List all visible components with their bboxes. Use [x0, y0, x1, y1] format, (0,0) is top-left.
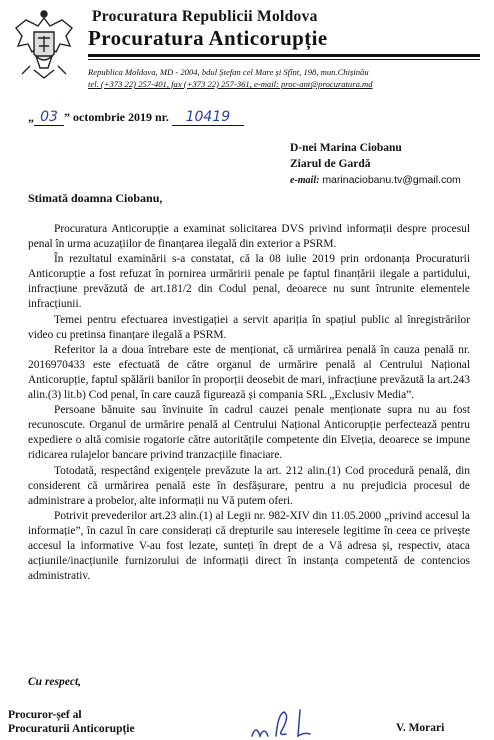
recipient-block	[290, 140, 461, 189]
address-line: Republica Moldova, MD - 2004, bdul Ștefan cel Mare și Sfînt, 198, mun.Chișinău	[88, 67, 369, 77]
body-paragraph: În rezultatul examinării s-a constatat, că la 08 iulie 2019 prin ordonanța Procuraturii Anticorupție a fost refuzat în pornirea urmăririi penale pe faptul finanțării ilegale a partidului, infracțiune prevăzută de art.181/2 din Codul penal, deoarece nu sunt întrunite elementele infracțiunii.	[28, 253, 470, 311]
close-quote: ”	[64, 110, 70, 124]
body-paragraph: Temei pentru efectuarea investigației a servit apariția în spațiul public al înregistrărilor video cu pretinsa finanțare ilegală a PSRM.	[28, 313, 470, 341]
closing-phrase: Cu respect,	[28, 676, 82, 688]
header-divider	[88, 54, 480, 57]
salutation: Stimată doamna Ciobanu,	[28, 191, 163, 205]
body-paragraph: Totodată, respectând exigențele prevăzute la art. 212 alin.(1) Cod procedură penală, din considerent că urmărirea penală este în desfășurare, pentru a nu prejudicia procesul de administrare a probelor, alte informații nu Vă putem oferi.	[28, 464, 470, 507]
organization-address	[88, 66, 373, 90]
body-paragraph: Referitor la a doua întrebare este de menționat, că urmărirea penală în cauza penală nr. 2016970433 este efectuată de către organul de urmărire penală al Centrului Național Anticorupție, faptul spălării banilor în proporții deosebit de mari, infracțiune prevăzută la art.243 alin.(3) lit.b) Cod penal, în care cauză figurează și compania SRL „Exclusiv Media”.	[28, 343, 470, 402]
handwritten-registration-number: 10419	[185, 109, 231, 125]
date-day-field	[34, 109, 64, 126]
email-label: e-mail:	[290, 175, 320, 186]
handwritten-day: 03	[40, 109, 58, 125]
recipient-outlet: Ziarul de Gardă	[290, 158, 371, 170]
contact-line: tel. (+373 22) 257-401, fax (+373 22) 257-361, e-mail: proc-ant@procuratura.md	[88, 79, 373, 89]
header-divider-thin	[88, 59, 480, 60]
signatory-title-line: Procuraturii Anticorupție	[8, 723, 135, 735]
registration-number-field	[172, 109, 244, 126]
organization-parent-name: Procuratura Republicii Moldova	[92, 8, 318, 25]
number-label: nr.	[154, 110, 169, 124]
handwritten-signature	[248, 706, 330, 740]
organization-name: Procuratura Anticorupție	[88, 26, 328, 50]
body-paragraph: Potrivit prevederilor art.23 alin.(1) al Legii nr. 982-XIV din 11.05.2000 „privind accesul la informație”, în cazul în care considerați că drepturile sau interesele legitime în ceea ce privește accesul la informative V-au fost lezate, sunteți în drept de a Vă adresa și, respectiv, ataca acțiunile/inacțiunile furnizorului de informații direct în instanța competentă de contencios administrativ.	[28, 509, 470, 583]
signatory-name: V. Morari	[396, 722, 445, 734]
letter-body	[28, 222, 470, 584]
body-paragraph: Persoane bănuite sau învinuite în cadrul cauzei penale menționate supra nu au fost recunoscute. Organul de urmărire penală al Centrului Național Anticorupție perfectează pentru expediere o altă comisie rogatorie către autoritățile competente din Elveția, deoarece se impune ridicarea rulajelor bancare privind tranzacțiile finaciare.	[28, 404, 470, 462]
signatory-title-line: Procuror-șef al	[8, 709, 82, 721]
signatory-title	[8, 708, 135, 736]
open-quote: „	[28, 110, 34, 124]
recipient-name: D-nei Marina Ciobanu	[290, 142, 402, 154]
date-month-year: octombrie 2019	[73, 110, 152, 124]
recipient-email: marinaciobanu.tv@gmail.com	[322, 174, 461, 186]
body-paragraph: Procuratura Anticorupție a examinat solicitarea DVS privind informații despre procesul penal în urma acuzațiilor de finanțarea ilegală din exterior a PSRM.	[28, 223, 470, 251]
date-and-number-line	[28, 109, 244, 126]
coat-of-arms-icon	[12, 8, 76, 82]
